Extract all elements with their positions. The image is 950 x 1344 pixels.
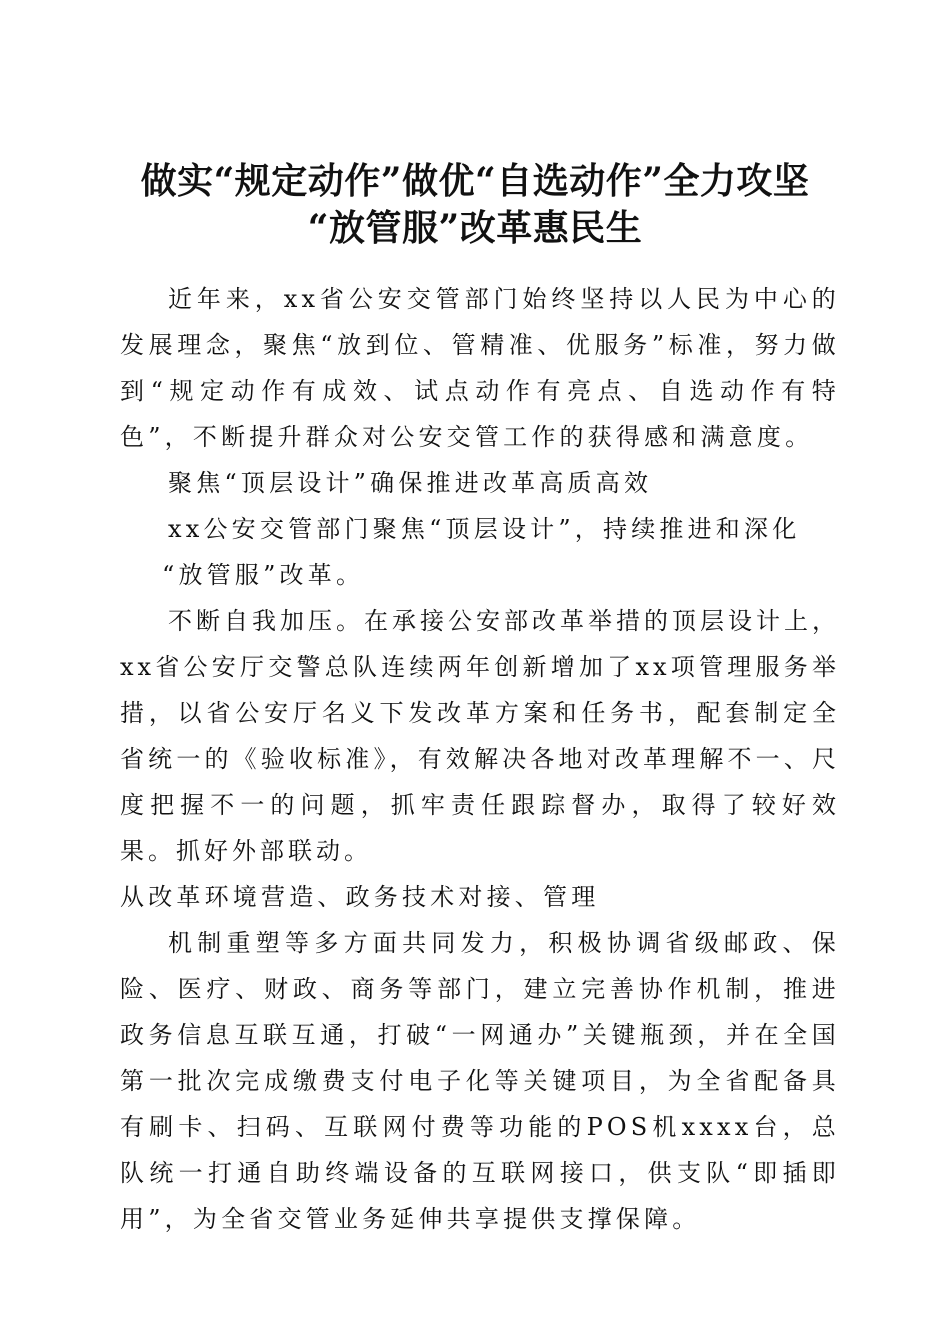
paragraph-intro: 近年来，xx省公安交管部门始终坚持以人民为中心的发展理念，聚焦“放到位、管精准、优服务”标准，努力做到“规定动作有成效、试点动作有亮点、自选动作有特色”，不断提升群众对公安交管工作的获得感和满意度。 [120,285,840,451]
paragraph-reform: “放管服”改革。 [162,561,365,589]
title-line-1: 做实“规定动作”做优“自选动作”全力攻坚 [140,160,810,203]
document-body [120,276,840,1242]
paragraph-mechanism: 机制重塑等多方面共同发力，积极协调省级邮政、保险、医疗、财政、商务等部门，建立完善协作机制，推进政务信息互联互通，打破“一网通办”关键瓶颈，并在全国第一批次完成缴费支付电子化等关键项目，为全省配备具有刷卡、扫码、互联网付费等功能的POS机xxxx台，总队统一打通自助终端设备的互联网接口，供支队“即插即用”，为全省交管业务延伸共享提供支撑保障。 [120,929,840,1233]
title-line-2: “放管服”改革惠民生 [307,207,643,250]
paragraph-external-linkage: 从改革环境营造、政务技术对接、管理 [120,883,600,911]
document-title [100,158,850,252]
paragraph-self-pressure: 不断自我加压。在承接公安部改革举措的顶层设计上，xx省公安厅交警总队连续两年创新增加了xx项管理服务举措，以省公安厅名义下发改革方案和任务书，配套制定全省统一的《验收标准》，有效解决各地对改革理解不一、尺度把握不一的问题，抓牢责任跟踪督办，取得了较好效果。抓好外部联动。 [120,607,840,865]
paragraph-top-design: xx公安交管部门聚焦“顶层设计”，持续推进和深化 [168,515,801,543]
section-heading: 聚焦“顶层设计”确保推进改革高质高效 [168,469,653,497]
